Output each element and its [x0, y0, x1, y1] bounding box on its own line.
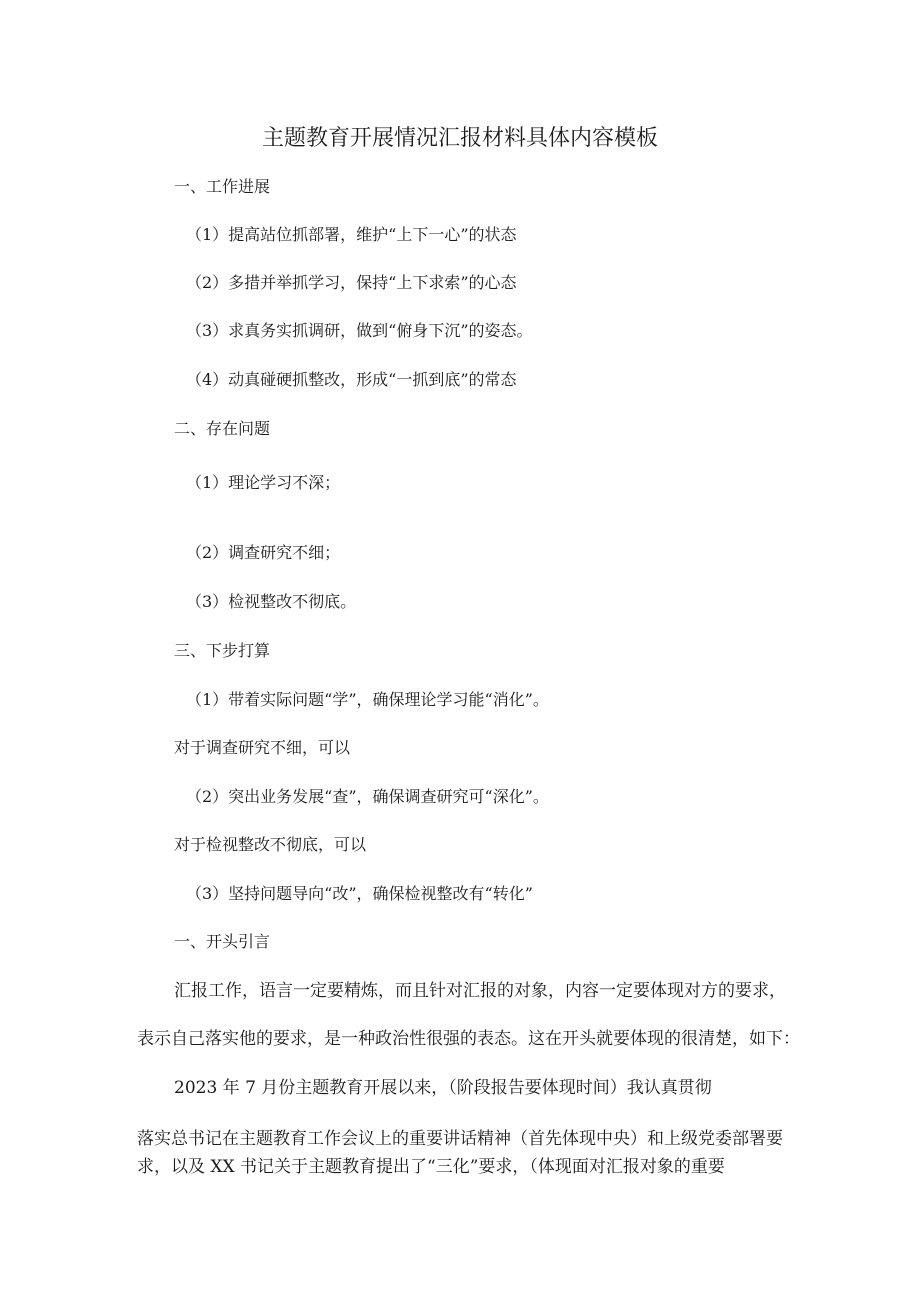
list-item: （1）理论学习不深；: [186, 473, 341, 492]
list-item: （2）调查研究不细；: [186, 543, 341, 562]
paragraph-line: 2023 年 7 月份主题教育开展以来，（阶段报告要体现时间）我认真贯彻: [174, 1078, 712, 1098]
section-heading-intro: 一、开头引言: [174, 932, 271, 951]
section-heading-problems: 二、存在问题: [174, 419, 271, 438]
paragraph-line: 表示自己落实他的要求，是一种政治性很强的表态。这在开头就要体现的很清楚，如下：: [137, 1029, 800, 1049]
list-item: （4）动真碰硬抓整改，形成“一抓到底”的常态: [186, 370, 517, 389]
list-item: （3）求真务实抓调研，做到“俯身下沉”的姿态。: [186, 321, 533, 340]
paragraph-line: 汇报工作，语言一定要精炼，而且针对汇报的对象，内容一定要体现对方的要求，: [174, 981, 786, 1001]
list-item: （1）带着实际问题“学”，确保理论学习能“消化”。: [186, 690, 549, 709]
section-heading-next-steps: 三、下步打算: [174, 641, 271, 660]
note-line: 对于检视整改不彻底，可以: [174, 835, 367, 854]
paragraph-line: 求，以及 XX 书记关于主题教育提出了“三化”要求，（体现面对汇报对象的重要: [137, 1157, 725, 1177]
note-line: 对于调查研究不细，可以: [174, 738, 351, 757]
list-item: （3）检视整改不彻底。: [186, 592, 357, 611]
list-item: （1）提高站位抓部署，维护“上下一心”的状态: [186, 225, 517, 244]
paragraph-line: 落实总书记在主题教育工作会议上的重要讲话精神（首先体现中央）和上级党委部署要: [137, 1129, 783, 1149]
list-item: （2）多措并举抓学习，保持“上下求索”的心态: [186, 273, 517, 292]
list-item: （2）突出业务发展“查”，确保调查研究可“深化”。: [186, 787, 549, 806]
section-heading-progress: 一、工作进展: [174, 177, 271, 196]
list-item: （3）坚持问题导向“改”，确保检视整改有“转化”: [186, 884, 533, 903]
document-title: 主题教育开展情况汇报材料具体内容模板: [261, 126, 658, 151]
